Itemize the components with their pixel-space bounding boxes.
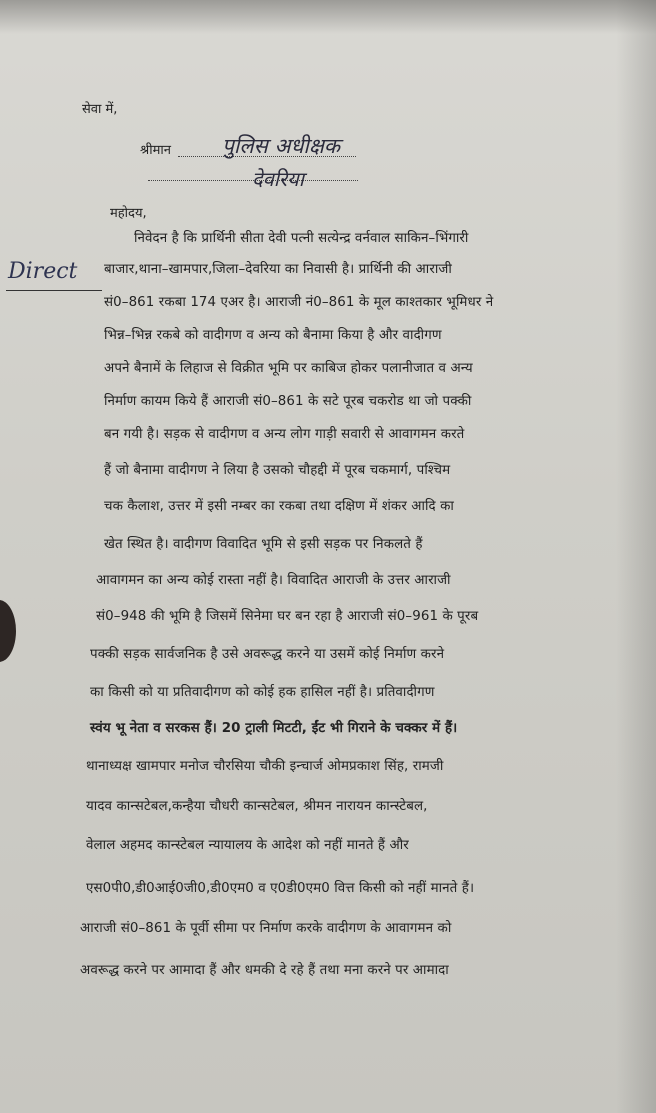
honorific: श्रीमान — [140, 143, 171, 158]
body-line: सं0–861 रकबा 174 एअर है। आराजी नं0–861 के मूल काश्तकार भूमिधर ने — [104, 295, 494, 310]
body-line: एस0पी0,डी0आई0जी0,डी0एम0 व ए0डी0एम0 वित्त किसी को नहीं मानते हैं। — [86, 881, 475, 896]
body-line: अपने बैनामें के लिहाज से विक्रीत भूमि पर काबिज होकर पलानीजात व अन्य — [104, 361, 473, 376]
body-line: सं0–948 की भूमि है जिसमें सिनेमा घर बन रहा है आराजी सं0–961 के पूरब — [96, 609, 479, 624]
body-line: हैं जो बैनामा वादीगण ने लिया है उसको चौहद्दी में पूरब चकमार्ग, पश्चिम — [104, 463, 451, 478]
body-line: आराजी सं0–861 के पूर्वी सीमा पर निर्माण करके वादीगण के आवागमन को — [80, 921, 452, 936]
body-line: स्वंय भू नेता व सरकस हैं। 20 ट्राली मिटटी, ईंट भी गिराने के चक्कर में हैं। — [90, 721, 458, 736]
body-line: निवेदन है कि प्रार्थिनी सीता देवी पत्नी सत्येन्द्र वर्नवाल साकिन–भिंगारी — [134, 231, 469, 246]
recipient-handwritten: पुलिस अधीक्षक — [222, 134, 341, 158]
body-line: भिन्न–भिन्न रकबे को वादीगण व अन्य को बैनामा किया है और वादीगण — [104, 328, 442, 343]
greeting: महोदय, — [110, 206, 147, 221]
body-line: बाजार,थाना–खामपार,जिला–देवरिया का निवासी है। प्रार्थिनी की आराजी — [104, 262, 452, 277]
page-right-shadow — [616, 0, 656, 1113]
margin-note-underline — [6, 290, 102, 291]
body-line: निर्माण कायम किये हैं आराजी सं0–861 के सटे पूरब चकरोड था जो पक्की — [104, 394, 472, 409]
salutation-to: सेवा में, — [82, 102, 118, 117]
body-line: का किसी को या प्रतिवादीगण को कोई हक हासिल नहीं है। प्रतिवादीगण — [90, 685, 435, 700]
body-line: थानाध्यक्ष खामपार मनोज चौरसिया चौकी इन्चार्ज ओमप्रकाश सिंह, रामजी — [86, 759, 444, 774]
body-line: अवरूद्ध करने पर आमादा हैं और धमकी दे रहे हैं तथा मना करने पर आमादा — [80, 963, 449, 978]
place-handwritten: देवरिया — [252, 167, 304, 191]
margin-note-handwritten: Direct — [8, 259, 78, 284]
page-top-shadow — [0, 0, 656, 34]
body-line: चक कैलाश, उत्तर में इसी नम्बर का रकबा तथा दक्षिण में शंकर आदि का — [104, 499, 454, 514]
body-line: यादव कान्सटेबल,कन्हैया चौधरी कान्सटेबल, श्रीमन नारायन कान्स्टेबल, — [86, 799, 428, 814]
body-line: बन गयी है। सड़क से वादीगण व अन्य लोग गाड़ी सवारी से आवागमन करते — [104, 427, 465, 442]
body-line: पक्की सड़क सार्वजनिक है उसे अवरूद्ध करने या उसमें कोई निर्माण करने — [90, 647, 445, 662]
body-line: खेत स्थित है। वादीगण विवादित भूमि से इसी सड़क पर निकलते हैं — [104, 537, 423, 552]
body-line: आवागमन का अन्य कोई रास्ता नहीं है। विवादित आराजी के उत्तर आराजी — [96, 573, 451, 588]
body-line: वेलाल अहमद कान्स्टेबल न्यायालय के आदेश को नहीं मानते हैं और — [86, 838, 409, 853]
punch-hole — [0, 600, 16, 662]
